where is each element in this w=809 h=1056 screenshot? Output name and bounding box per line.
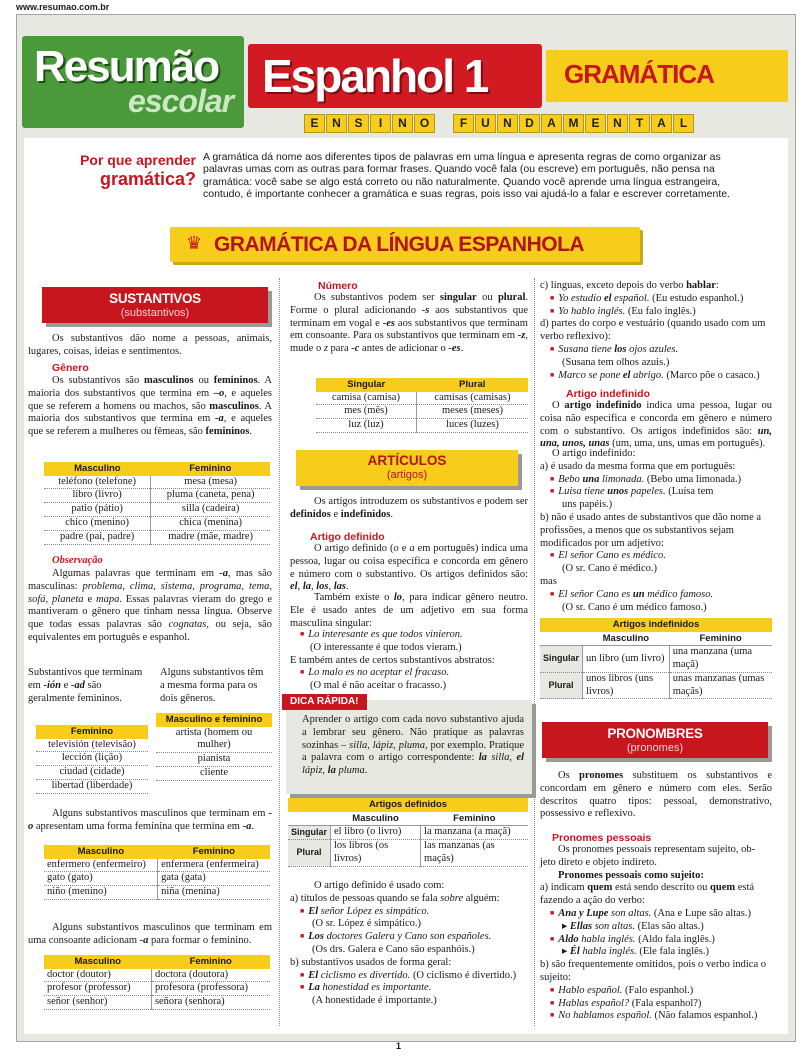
table-header: Masculino e feminino — [156, 713, 272, 727]
table-cell: padre (pai, padre) — [44, 530, 151, 544]
table-cell: niño (menino) — [44, 886, 158, 900]
number-table — [316, 378, 528, 433]
table-row — [44, 489, 270, 503]
logo-line1: Resumão — [34, 42, 219, 91]
table-cell: los libros (os livros) — [331, 839, 421, 866]
table-cell: cliente — [156, 766, 272, 780]
observacao-heading: Observação — [52, 555, 103, 566]
table-cell: ciudad (cidade) — [36, 766, 148, 780]
table-cell: chica (menina) — [151, 516, 270, 530]
table-header: Plural — [416, 378, 528, 392]
table-row — [288, 826, 528, 840]
table-row — [44, 476, 270, 489]
table-row — [36, 779, 148, 793]
consonant-note: Alguns substantivos masculinos que terminam em uma consoante adicionam -a para formar o feminino. — [28, 922, 272, 946]
table-header: Singular — [316, 378, 416, 392]
table-cell: unos libros (uns livros) — [583, 672, 670, 699]
level-letter: F — [453, 114, 474, 133]
level-letter: L — [673, 114, 694, 133]
table-cell: luces (luzes) — [416, 419, 528, 433]
why-heading — [40, 152, 196, 191]
table-header: Masculino — [331, 812, 421, 826]
table-header: Feminino — [151, 462, 270, 476]
lo-neutro-text: Também existe o lo, para indicar gênero neutro. Ele é usado antes de um adjetivo em sua forma masculina singular: — [290, 592, 528, 629]
table-row — [540, 672, 772, 699]
page-title: Espanhol 1 — [262, 50, 488, 102]
observacao-text: Algumas palavras que terminam em -a, mas são masculinas: problema, clima, sistema, programa, tema, sofá, planeta e mapa. Essas palavras vieram do grego e mantiveram o gênero que tinham nessa língua. Observe que todas essas palavras são cognatas, ou seja, são equivalentes em português e espanhol. — [28, 568, 272, 643]
page-number: 1 — [396, 1041, 402, 1051]
column-divider — [534, 278, 535, 1026]
why-line2: gramática? — [99, 169, 196, 190]
level-letter: N — [497, 114, 518, 133]
table-header: Masculino — [44, 845, 158, 859]
table-row — [156, 766, 272, 780]
table-cell: las manzanas (as maçãs) — [421, 839, 528, 866]
table-row — [44, 996, 270, 1010]
table-row — [44, 872, 270, 886]
table-cell: enfermero (enfermeiro) — [44, 859, 158, 872]
table-cell: señora (senhora) — [151, 996, 270, 1010]
table-header: Masculino — [583, 632, 670, 646]
table-header: Feminino — [151, 955, 270, 969]
table-cell: silla (cadeira) — [151, 503, 270, 517]
table-header: Masculino — [44, 462, 151, 476]
level-letter: N — [607, 114, 628, 133]
table-cell: pianista — [156, 753, 272, 767]
title-banner — [248, 44, 542, 108]
table-row — [44, 503, 270, 517]
table-cell: teléfono (telefone) — [44, 476, 151, 489]
table-cell: la manzana (a maçã) — [421, 826, 528, 840]
table-cell: chico (menino) — [44, 516, 151, 530]
level-letters — [304, 114, 694, 133]
table-cell: enfermera (enfermeira) — [158, 859, 270, 872]
indefinite-articles-table — [540, 618, 772, 699]
table-header: Feminino — [421, 812, 528, 826]
table-cell: lección (lição) — [36, 752, 148, 766]
pronombres-intro: Os pronomes substituem os substantivos e concordam em gênero e número com eles. Serão descritos quatro tipos: pessoal, demonstrativo, possessivo e reflexivo. — [540, 770, 773, 820]
gender-table — [44, 462, 270, 545]
numero-heading: Número — [318, 280, 358, 292]
table-cell: Plural — [288, 839, 331, 866]
resumao-logo — [22, 36, 244, 128]
table-row — [44, 982, 270, 996]
table-cell: señor (senhor) — [44, 996, 151, 1010]
numero-text: Os substantivos podem ser singular ou plural. Forme o plural adicionando -s aos substantivos que terminam em vogal e -es aos substantivos que terminam em consoante. Para os substantivos que terminam em -z, mude o z para -c antes de adicionar o -es. — [290, 292, 528, 355]
definite-uses: O artigo definido é usado com: a) títulos de pessoas quando se fala sobre alguém: ■ El señor López es simpático. (O sr. López é simpático.) ■ Los doctores Galera y Cano son españoles. (Os drs. Galera e Cano são espanhóis.) b) substantivos usados de forma geral: ■ El ciclismo es divertido. (O ciclismo é divertido.) ■ La honestidad es importante. (A honestidade é importante.) — [290, 880, 517, 1007]
table-cell: televisión (televisão) — [36, 739, 148, 752]
dica-rapida-box — [286, 696, 532, 794]
pronomes-pessoais-heading: Pronomes pessoais — [552, 832, 652, 844]
level-letter: N — [392, 114, 413, 133]
table-cell: camisas (camisas) — [416, 392, 528, 405]
o-a-table — [44, 845, 270, 900]
genero-heading: Gênero — [52, 362, 89, 374]
table-row — [540, 646, 772, 673]
artigo-definido-heading: Artigo definido — [310, 531, 385, 543]
table-cell: niña (menina) — [158, 886, 270, 900]
table-row — [36, 752, 148, 766]
table-row — [44, 859, 270, 872]
column-divider — [279, 278, 280, 1026]
table-cell: gato (gato) — [44, 872, 158, 886]
articulos-subtitle: (artigos) — [386, 469, 428, 482]
genero-text: Os substantivos são masculinos ou femininos. A maioria dos substantivos que termina em –o, e aqueles que se referem a homens ou machos, são masculinos. A maioria dos substantivos que termina em -a, e aqueles que se referem a mulheres ou fêmeas, são femininos. — [28, 375, 272, 438]
table-row — [36, 739, 148, 752]
subject-label: GRAMÁTICA — [564, 59, 714, 89]
level-letter — [436, 114, 452, 133]
artigo-indefinido-text: O artigo indefinido indica uma pessoa, lugar ou coisa não específica e concorda em gênero e número com o substantivo. Os artigos indefinidos são: un, una, unos, unas (um, uma, uns, umas em português). — [540, 400, 772, 450]
table-header: Feminino — [669, 632, 772, 646]
consonant-table — [44, 955, 270, 1010]
table-cell: mesa (mesa) — [151, 476, 270, 489]
common-gender-table — [156, 713, 272, 781]
table-cell: libro (livro) — [44, 489, 151, 503]
level-letter: A — [651, 114, 672, 133]
table-row — [316, 405, 528, 419]
pronombres-subtitle: (pronomes) — [626, 742, 684, 755]
dica-rapida-title: DICA RÁPIDA! — [282, 694, 367, 710]
table-row — [316, 392, 528, 405]
intro-paragraph: A gramática dá nome aos diferentes tipos de palavras em uma língua e apresenta regras de como organizar as palavras umas com as outras para formar frases. Quando você fala (ou escreve) em português, não pensa na gramática: você sabe se algo está correto ou não naturalmente. Quando você aprende uma língua estrangeira, contudo, é importante conhecer a gramática e suas regras, pois isso vai ajudá-lo a falar e escrever corretamente. — [203, 151, 731, 201]
section-banner-title: GRAMÁTICA DA LÍNGUA ESPANHOLA — [214, 233, 585, 256]
table-header — [288, 812, 331, 826]
feminine-table — [36, 725, 148, 794]
level-letter: U — [475, 114, 496, 133]
sustantivos-subtitle: (substantivos) — [120, 307, 190, 320]
table-cell: libertad (liberdade) — [36, 779, 148, 793]
table-cell: Plural — [540, 672, 583, 699]
lo-examples: ■ Lo interesante es que todos vinieron. (O interessante é que todos vieram.) E também antes de certos substantivos abstratos: ■ Lo malo es no aceptar el fracaso. (O mal é não aceitar o fracasso.) — [290, 629, 495, 692]
table-row — [36, 766, 148, 780]
table-cell: pluma (caneta, pena) — [151, 489, 270, 503]
sustantivos-tab — [42, 287, 268, 323]
articulos-intro: Os artigos introduzem os substantivos e podem ser definidos e indefinidos. — [290, 496, 528, 520]
table-cell: mes (mês) — [316, 405, 416, 419]
level-letter: M — [563, 114, 584, 133]
table-cell: el libro (o livro) — [331, 826, 421, 840]
artigo-indefinido-heading: Artigo indefinido — [566, 388, 650, 400]
table-header: Artigos definidos — [288, 798, 528, 812]
sustantivos-intro: Os substantivos dão nome a pessoas, animais, lugares, coisas, ideias e sentimentos. — [28, 333, 272, 357]
table-cell: gata (gata) — [158, 872, 270, 886]
pronombres-tab — [542, 722, 768, 758]
level-letter: I — [370, 114, 391, 133]
level-letter: O — [414, 114, 435, 133]
table-row — [156, 727, 272, 753]
same-form-note: Alguns substantivos têm a mesma forma para os dois gêneros. — [160, 667, 264, 704]
pronombres-title: PRONOMBRES — [607, 726, 703, 741]
table-cell: luz (luz) — [316, 419, 416, 433]
level-letter: N — [326, 114, 347, 133]
table-cell: Singular — [540, 646, 583, 673]
table-header: Feminino — [158, 845, 270, 859]
table-row — [316, 419, 528, 433]
logo-line2: escolar — [128, 83, 234, 119]
table-cell: profesor (professor) — [44, 982, 151, 996]
table-row — [288, 839, 528, 866]
articles-uses-continued: c) línguas, exceto depois do verbo hablar: ■ Yo estudio el español. (Eu estudo espanhol.) ■ Yo hablo inglés. (Eu falo inglês.) d) partes do corpo e vestuário (quando usado com um verbo reflexivo): ■ Susana tiene los ojos azules. (Susana tem olhos azuis.) ■ Marco se pone el abrigo. (Marco põe o casaco.) — [540, 280, 766, 381]
table-cell: doctora (doutora) — [151, 969, 270, 982]
level-letter: E — [304, 114, 325, 133]
dica-rapida-text: Aprender o artigo com cada novo substantivo ajuda a lembrar seu gênero. Não pratique as palavras sozinhas – silla, lápiz, pluma, por exemplo. Pratique a palavra com o artigo correspondente: la silla, el lápiz, la pluma. — [302, 714, 525, 777]
table-header: Masculino — [44, 955, 151, 969]
table-cell: profesora (professora) — [151, 982, 270, 996]
level-letter: E — [585, 114, 606, 133]
table-cell: una manzana (uma maçã) — [669, 646, 772, 673]
table-header: Feminino — [36, 725, 148, 739]
table-row — [156, 753, 272, 767]
indefinite-uses: O artigo indefinido: a) é usado da mesma forma que em português: ■ Bebo una limonada. (Bebo uma limonada.) ■ Luisa tiene unos papeles. (Luísa tem uns papéis.) b) não é usado antes de substantivos que dão nome a profissões, a menos que os substantivos sejam modificados por um adjetivo: ■ El señor Cano es médico. (O sr. Cano é médico.) mas ■ El señor Cano es un médico famoso. (O sr. Cano é um médico famoso.) — [540, 448, 762, 613]
subject-banner — [546, 50, 788, 102]
level-letter: T — [629, 114, 650, 133]
table-cell: unas manzanas (umas maçãs) — [669, 672, 772, 699]
sustantivos-title: SUSTANTIVOS — [109, 291, 201, 306]
table-header — [540, 632, 583, 646]
level-letter: S — [348, 114, 369, 133]
table-cell: Singular — [288, 826, 331, 840]
table-row — [44, 969, 270, 982]
table-cell: patio (pátio) — [44, 503, 151, 517]
level-letter: D — [519, 114, 540, 133]
artigo-definido-text: O artigo definido (o e a em português) indica uma pessoa, lugar ou coisa específica e concorda em gênero e número com o substantivo. Os artigos definidos são: el, la, los, las. — [290, 543, 529, 593]
section-banner — [170, 227, 640, 262]
table-header: Artigos indefinidos — [540, 618, 772, 632]
crown-icon: ♛ — [186, 233, 203, 253]
table-row — [44, 886, 270, 900]
table-row — [44, 530, 270, 544]
table-cell: un libro (um livro) — [583, 646, 670, 673]
level-letter: A — [541, 114, 562, 133]
site-url[interactable]: www.resumao.com.br — [16, 2, 110, 12]
definite-articles-table — [288, 798, 528, 867]
articulos-tab — [296, 450, 518, 486]
table-cell: meses (meses) — [416, 405, 528, 419]
table-cell: doctor (doutor) — [44, 969, 151, 982]
pronomes-pessoais-text: Os pronomes pessoais representam sujeito, ob- jeto direto e objeto indireto. Pronomes pessoais como sujeito: a) indicam quem está sendo descrito ou quem está fazendo a ação do verbo: ■ Ana y Lupe son altas. (Ana e Lupe são altas.) ▸ Ellas son altas. (Elas são altas.) ■ Aldo habla inglés. (Aldo fala inglês.) ▸ Él habla inglés. (Ele fala inglês.) b) são frequentemente omitidos, pois o verbo indica o sujeito: ■ Hablo español. (Falo espanhol.) ■ Hablas español? (Fala espanhol?) ■ No hablamos español. (Não falamos espanhol.) — [540, 844, 766, 1022]
articulos-title: ARTÍCULOS — [367, 453, 447, 468]
why-line1: Por que aprender — [80, 152, 196, 168]
o-a-note: Alguns substantivos masculinos que terminam em -o apresentam uma forma feminina que termina em -a. — [28, 808, 273, 832]
table-row — [44, 516, 270, 530]
table-cell: madre (mãe, madre) — [151, 530, 270, 544]
table-cell: artista (homem ou mulher) — [156, 727, 272, 753]
ion-ad-note: Substantivos que terminam em -ión e -ad são geralmente femininos. — [28, 667, 143, 704]
table-cell: camisa (camisa) — [316, 392, 416, 405]
